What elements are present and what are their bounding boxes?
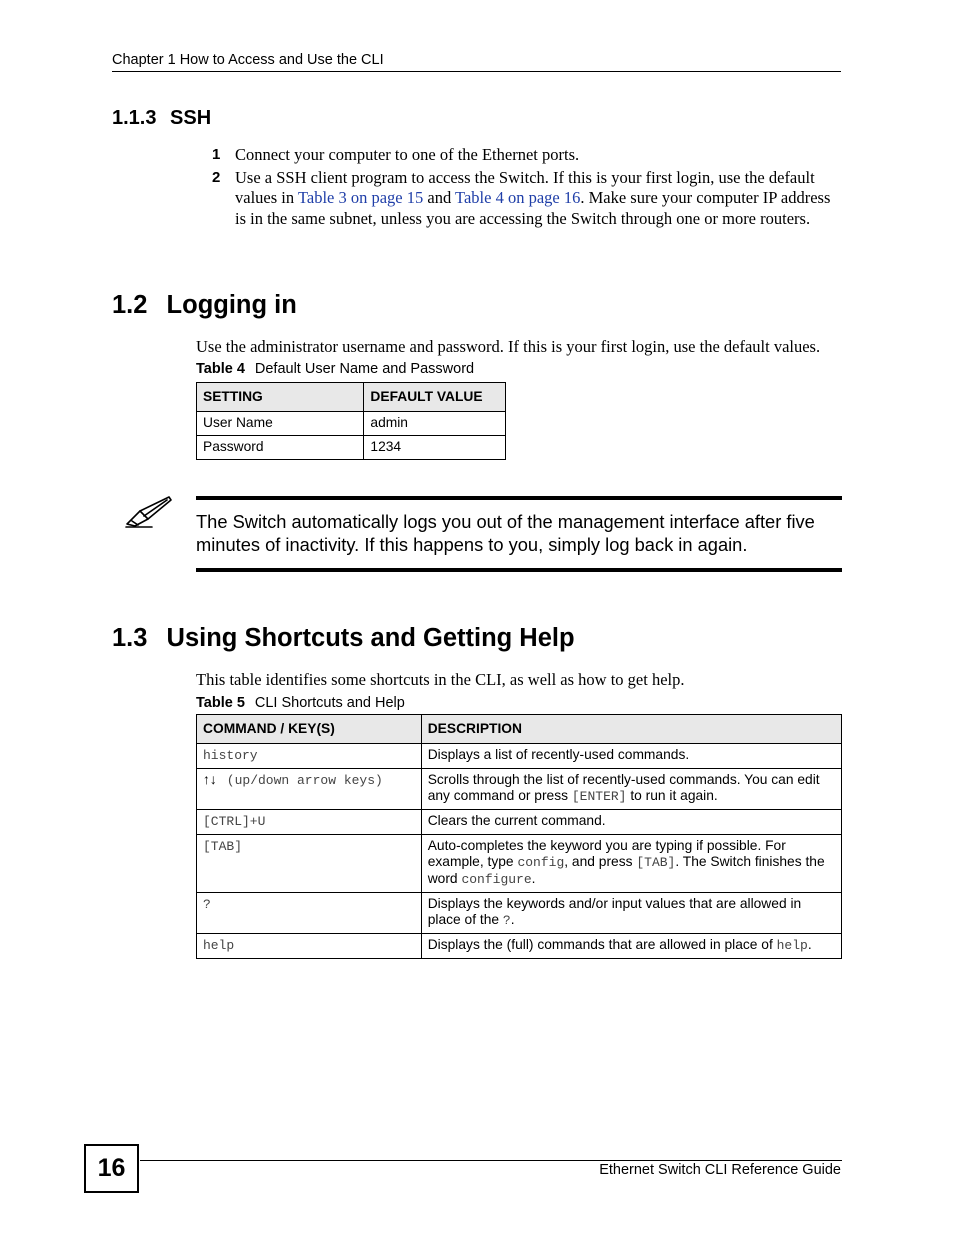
table-cell	[197, 835, 422, 893]
table-header-row	[197, 383, 506, 412]
table-cell: User Name	[197, 412, 364, 436]
table-caption-text: CLI Shortcuts and Help	[254, 695, 405, 711]
table-header-row	[197, 715, 842, 744]
inline-code: config	[517, 855, 565, 870]
table-cell: admin	[364, 412, 506, 436]
table-caption	[196, 361, 474, 377]
section-number: 1.2	[112, 291, 148, 319]
table-cell	[197, 810, 422, 835]
table-row	[197, 769, 842, 810]
column-header: COMMAND / KEY(S)	[197, 715, 422, 744]
section-number: 1.3	[112, 624, 148, 652]
section-heading-ssh	[112, 107, 211, 130]
column-header: SETTING	[197, 383, 364, 412]
inline-code: configure	[461, 872, 532, 887]
table-label: Table 4	[196, 361, 245, 377]
table-row	[197, 412, 506, 436]
link-table-3[interactable]: Table 3 on page 15	[297, 188, 424, 207]
table-row	[197, 810, 842, 835]
section-number: 1.1.3	[112, 107, 157, 129]
step-item	[196, 168, 841, 230]
shortcuts-intro: This table identifies some shortcuts in the CLI, as well as how to get help.	[196, 670, 685, 689]
step-text: Connect your computer to one of the Ethernet ports.	[235, 145, 580, 164]
command-code: help	[203, 938, 235, 953]
column-header: DESCRIPTION	[421, 715, 841, 744]
cli-shortcuts-table	[196, 714, 842, 959]
table-caption-text: Default User Name and Password	[254, 361, 475, 377]
table-label: Table 5	[196, 695, 245, 711]
section-title: Logging in	[166, 291, 297, 319]
command-code: [TAB]	[203, 839, 243, 854]
inline-code: help	[776, 938, 808, 953]
footer-rule	[140, 1160, 842, 1161]
inline-code: ?	[502, 913, 511, 928]
command-code: ?	[203, 897, 211, 912]
table-caption	[196, 695, 405, 711]
table-cell	[197, 769, 422, 810]
section-heading-logging-in	[112, 291, 297, 320]
footer-book-title: Ethernet Switch CLI Reference Guide	[599, 1162, 841, 1178]
section-title: SSH	[170, 107, 212, 129]
table-cell: Displays the keywords and/or input values that are allowed in place of the ?.	[421, 893, 841, 934]
page-number: 16	[84, 1144, 139, 1193]
command-code: (up/down arrow keys)	[226, 773, 383, 788]
note-box	[196, 496, 842, 572]
table-cell	[197, 744, 422, 769]
step-number: 1	[212, 146, 221, 163]
table-row	[197, 893, 842, 934]
section-title: Using Shortcuts and Getting Help	[166, 624, 575, 652]
inline-code: [TAB]	[636, 855, 676, 870]
ssh-steps	[196, 145, 841, 231]
table-cell: Displays a list of recently-used commands.	[421, 744, 841, 769]
table-cell: Displays the (full) commands that are allowed in place of help.	[421, 934, 841, 959]
column-header: DEFAULT VALUE	[364, 383, 506, 412]
table-cell: Scrolls through the list of recently-used commands. You can edit any command or press [ENTER] to run it again.	[421, 769, 841, 810]
logging-intro: Use the administrator username and password. If this is your first login, use the default values.	[196, 337, 821, 356]
table-cell	[197, 934, 422, 959]
table-cell: Password	[197, 436, 364, 460]
table-cell	[197, 893, 422, 934]
arrow-keys-icon: ↑↓	[203, 772, 217, 787]
running-header: Chapter 1 How to Access and Use the CLI	[112, 52, 841, 72]
link-table-4[interactable]: Table 4 on page 16	[455, 188, 581, 207]
pencil-note-icon	[124, 494, 174, 530]
step-number: 2	[212, 168, 221, 186]
inline-code: [ENTER]	[571, 789, 627, 804]
table-row	[197, 744, 842, 769]
command-code: history	[203, 748, 258, 763]
table-cell: 1234	[364, 436, 506, 460]
table-row	[197, 835, 842, 893]
step-item	[196, 145, 841, 166]
default-credentials-table	[196, 382, 506, 460]
table-cell: Auto-completes the keyword you are typing if possible. For example, type config, and press [TAB]. The Switch finishes the word configure.	[421, 835, 841, 893]
note-text: The Switch automatically logs you out of the management interface after five minutes of inactivity. If this happens to you, simply log back in again.	[196, 511, 815, 555]
table-cell: Clears the current command.	[421, 810, 841, 835]
section-heading-shortcuts	[112, 624, 575, 653]
table-row	[197, 934, 842, 959]
table-row	[197, 436, 506, 460]
step-text: Use a SSH client program to access the Switch. If this is your first login, use the default values in Table 3 on page 15 and Table 4 on page 16. Make sure your computer IP address is in the same subnet, unless you are accessing the Switch through one or more routers.	[235, 167, 831, 228]
command-code: [CTRL]+U	[203, 814, 266, 829]
